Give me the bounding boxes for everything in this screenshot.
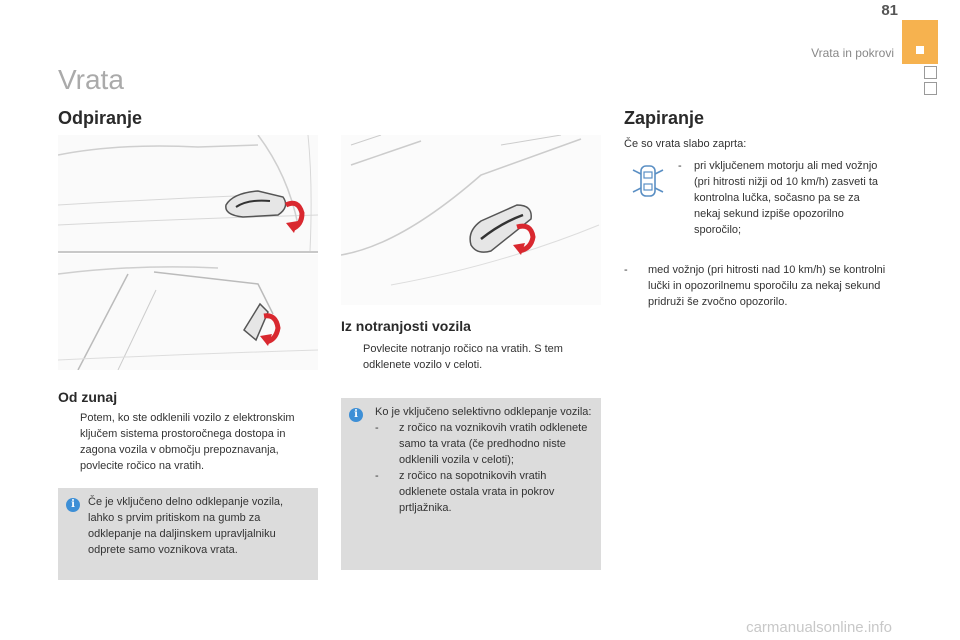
chapter-tab-active[interactable] xyxy=(902,20,938,64)
chapter-title: Vrata in pokrovi xyxy=(811,46,894,60)
info-icon: i xyxy=(349,408,363,422)
zapiranje-intro: Če so vrata slabo zaprta: xyxy=(624,138,747,150)
heading-od-zunaj: Od zunaj xyxy=(58,389,118,405)
section-heading-odpiranje: Odpiranje xyxy=(58,108,143,128)
list-item: - med vožnjo (pri hitrosti nad 10 km/h) se kontrolni lučki in opozorilnemu sporočilu za nekaj sekund pridruži še zvočno opozorilo. xyxy=(624,264,886,308)
list-item: - pri vključenem motorju ali med vožnjo (pri hitrosti nižji od 10 km/h) zasveti ta kontrolna lučka, sočasno pa se za nekaj sekund izpiše opozorilno sporočilo; xyxy=(678,160,879,236)
door-open-warning-icon xyxy=(625,160,671,204)
list-item: - z ročico na voznikovih vratih odklenete samo ta vrata (če predhodno niste odklenili vozila v celoti); xyxy=(375,422,588,466)
illustration-exterior-door xyxy=(58,254,318,370)
list-item: - z ročico na sopotnikovih vratih odklenete ostala vrata in pokrov prtljažnika. xyxy=(375,470,555,514)
bullet-iz-notranjosti: Povlecite notranjo ročico na vratih. S tem odklenete vozilo v celoti. xyxy=(363,343,563,371)
chapter-tab[interactable] xyxy=(924,66,937,79)
info-box-selective-unlock: i Ko je vključeno selektivno odklepanje vozila: - z ročico na voznikovih vratih odklenete samo ta vrata (če predhodno niste odklenili vozila v celoti); - z ročico na sopotnikovih vratih odklenete ostala vrata in pokrov prtljažnika. xyxy=(341,398,601,570)
illustration-interior-handle xyxy=(341,135,601,305)
page-title: Vrata xyxy=(58,64,124,95)
chapter-tab[interactable] xyxy=(924,82,937,95)
heading-iz-notranjosti: Iz notranjosti vozila xyxy=(341,318,471,334)
page-number: 81 xyxy=(881,2,898,19)
section-heading-zapiranje: Zapiranje xyxy=(624,108,705,128)
info-icon: i xyxy=(66,498,80,512)
bullet-od-zunaj: Potem, ko ste odklenili vozilo z elektronskim ključem sistema prostoročnega dostopa in zagona vozila v območju prepoznavanja, povlecite ročico na vratih. xyxy=(80,412,295,472)
info-box-partial-unlock: i Če je vključeno delno odklepanje vozila, lahko s prvim pritiskom na gumb za odklepanje na daljinskem upravljalniku odprete samo voznikova vrata. xyxy=(58,488,318,580)
tab-square-icon xyxy=(916,46,924,54)
watermark: carmanualsonline.info xyxy=(746,619,892,636)
illustration-exterior-handle xyxy=(58,135,318,253)
